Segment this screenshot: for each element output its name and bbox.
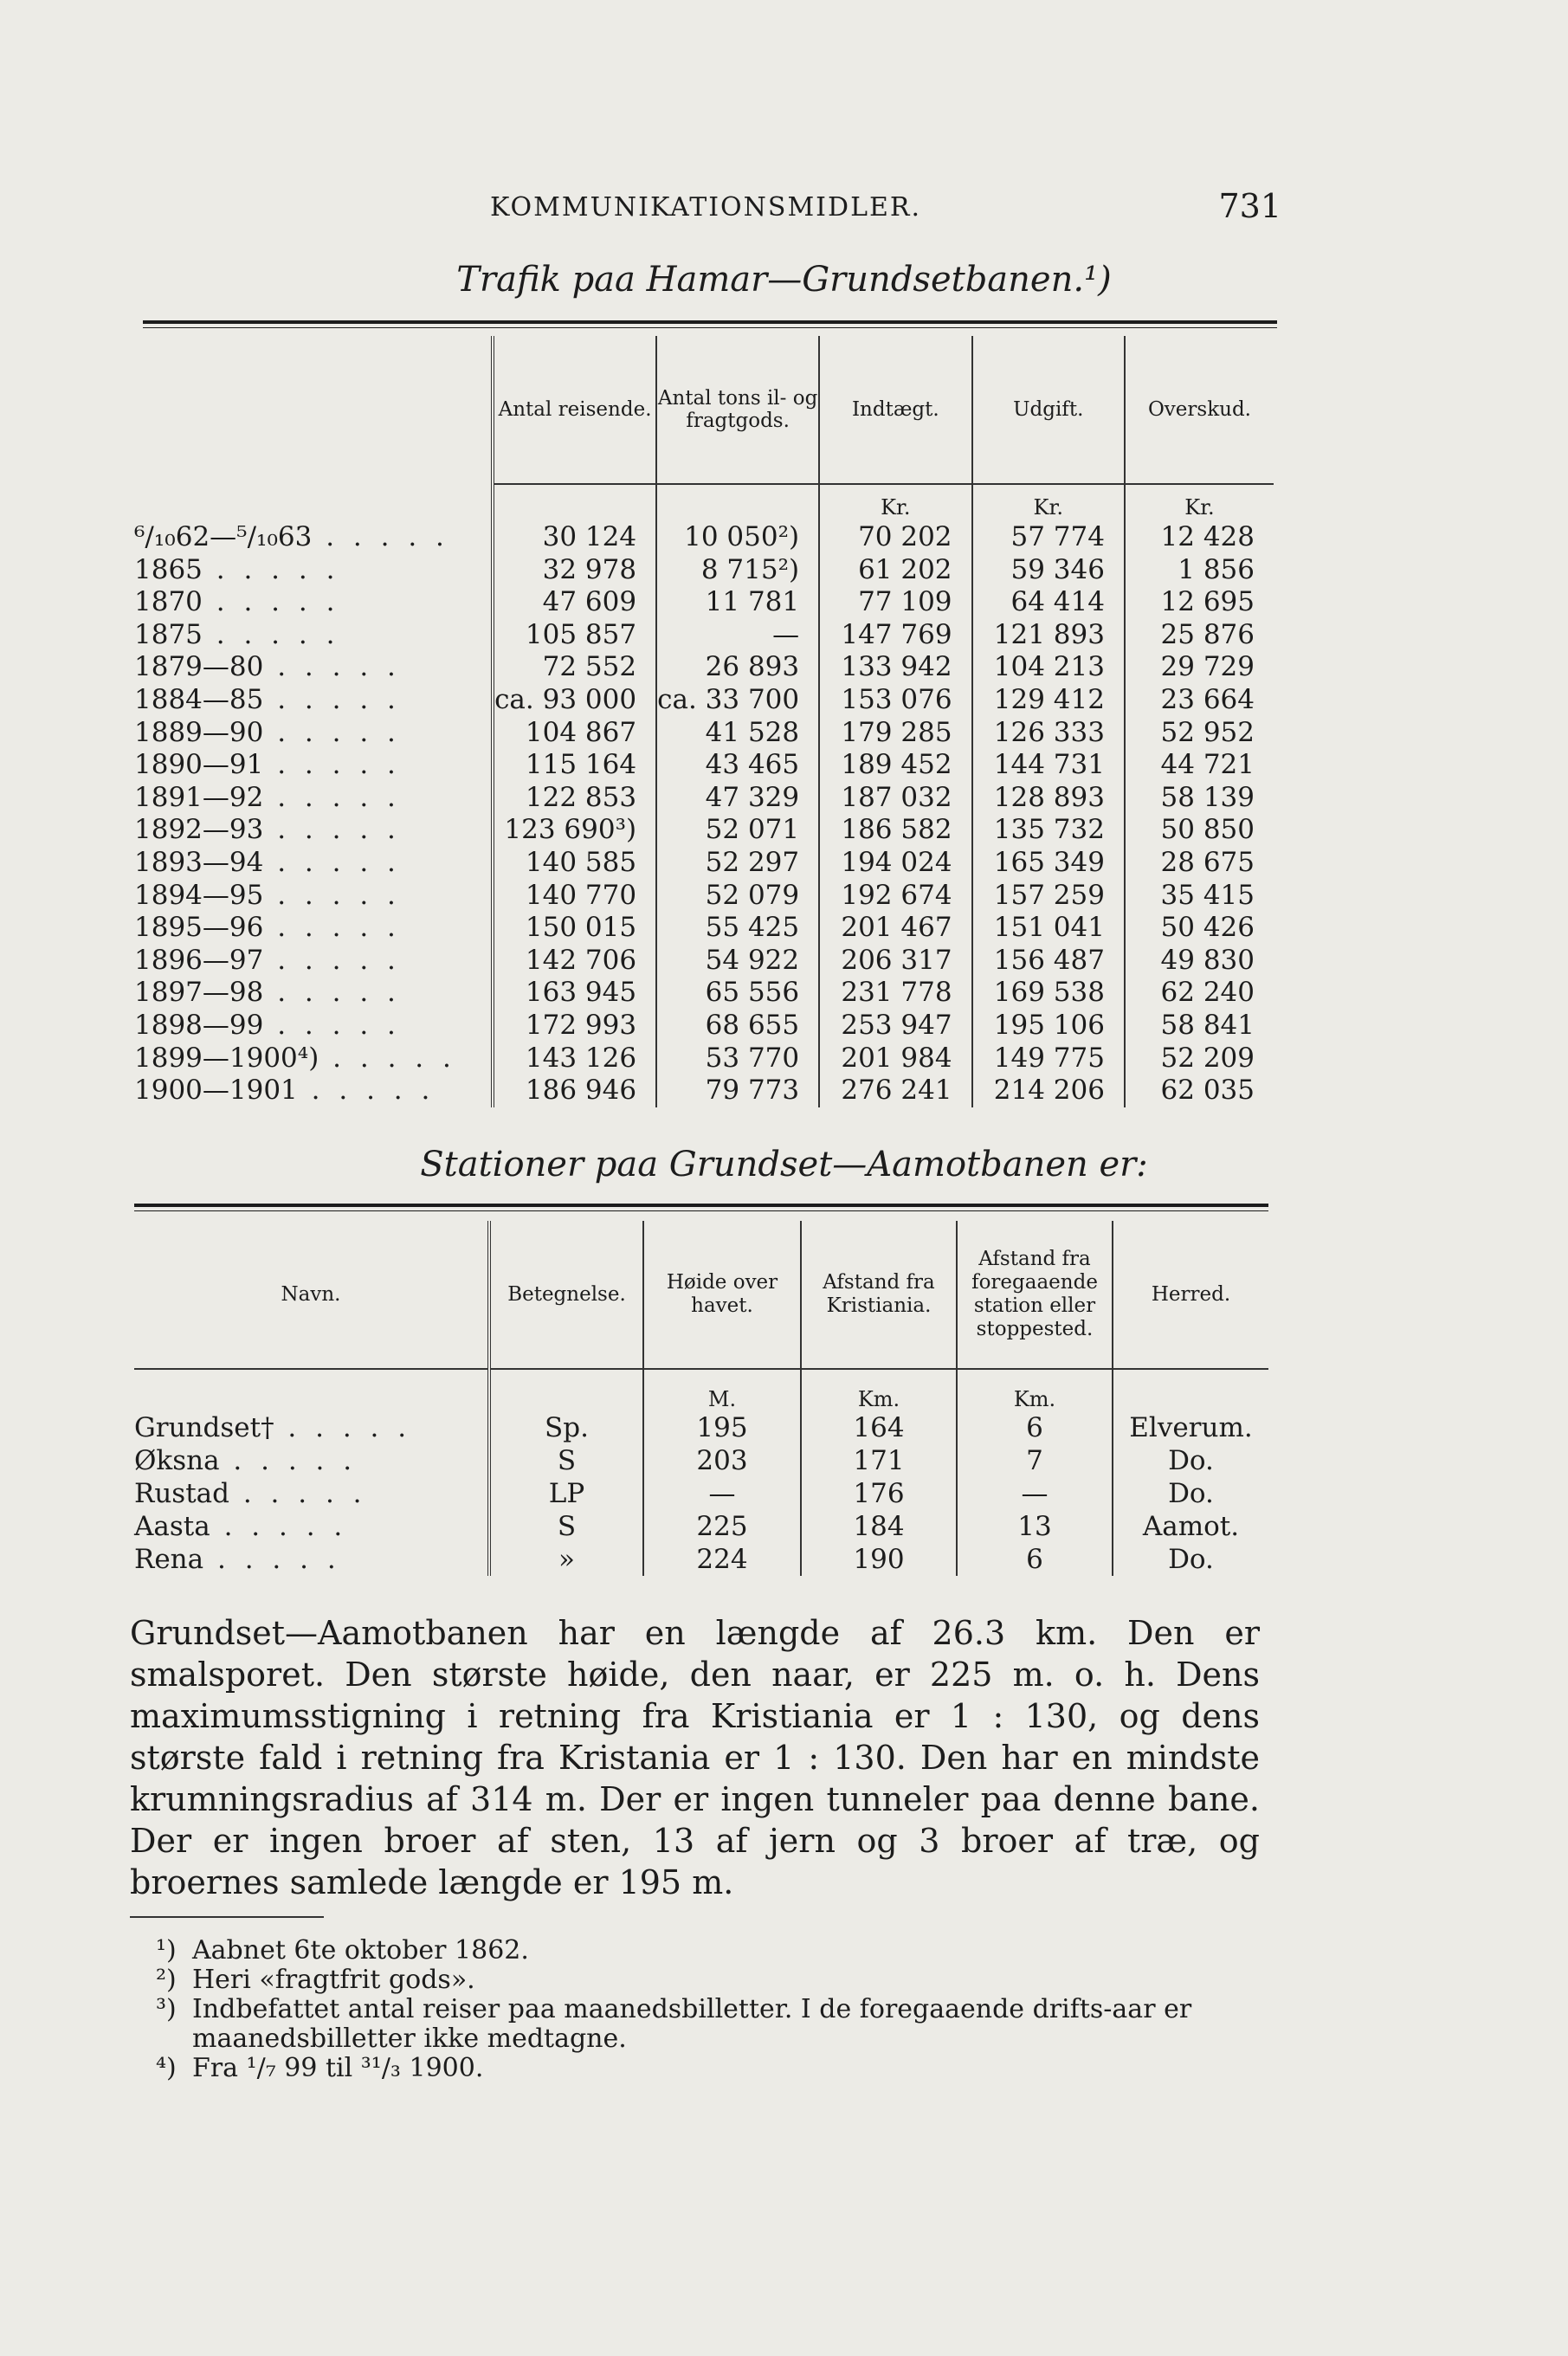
body-paragraph: Grundset—Aamotbanen har en længde af 26.3 km. Den er smalsporet. Den største høide, den naar, er 225 m. o. h. Dens maximumsstigning i retning fra Kristiania er 1 : 130, og dens største fald i retning fra Kristania er 1 : 130. Den har en mindste krumningsradius af 314 m. Der er ingen tunneler paa denne bane. Der er ingen broer af sten, 13 af jern og 3 broer af træ, og broernes samlede længde er 195 m. <box>130 1614 1260 1901</box>
leader-dots: . . . . . <box>297 1075 436 1107</box>
leader-dots: . . . . . <box>210 1511 348 1542</box>
table-cell: 195 <box>643 1411 801 1444</box>
table-cell: 77 109 <box>819 586 971 619</box>
footnote-text: Aabnet 6te oktober 1862. <box>192 1935 529 1965</box>
table-cell: Do. <box>1113 1477 1268 1510</box>
leader-dots: . . . . . <box>312 521 449 552</box>
table-cell: 206 317 <box>819 945 971 978</box>
table-cell: 104 867 <box>493 717 656 750</box>
unit-cell: Kr. <box>972 484 1125 521</box>
leader-dots: . . . . . <box>263 749 401 781</box>
footnote-mark: ¹) <box>156 1935 177 1965</box>
table-cell: 214 206 <box>972 1075 1125 1107</box>
table-cell: 47 609 <box>493 586 656 619</box>
table-cell: 224 <box>643 1543 801 1576</box>
table-row <box>134 880 1274 913</box>
table-cell: 61 202 <box>819 554 971 587</box>
footnote-text: Heri «fragtfrit gods». <box>192 1965 475 1995</box>
unit-cell: Km. <box>801 1369 957 1411</box>
table-cell: 153 076 <box>819 684 971 717</box>
row-label: 1898—99 . . . . . <box>134 1009 401 1041</box>
leader-dots: . . . . . <box>263 912 401 944</box>
table-cell: 201 984 <box>819 1042 971 1075</box>
page-number: 731 <box>1218 187 1281 225</box>
table-cell: 190 <box>801 1543 957 1576</box>
traffic-table <box>134 336 1274 1107</box>
header-afstand-kristiania: Afstand fra Kristiania. <box>801 1221 957 1369</box>
leader-dots: . . . . . <box>263 716 401 748</box>
stations-top-rule-thin <box>134 1210 1268 1211</box>
table-cell: 72 552 <box>493 651 656 684</box>
leader-dots: . . . . . <box>263 781 401 813</box>
table-cell: » <box>489 1543 643 1576</box>
row-label: 1879—80 . . . . . <box>134 651 401 683</box>
table-cell: — <box>643 1477 801 1510</box>
table-cell: 13 <box>957 1510 1113 1543</box>
footnotes <box>156 1936 1264 2083</box>
header-antal-tons: Antal tons il- og fragtgods. <box>656 336 819 484</box>
table-cell: ca. 93 000 <box>493 684 656 717</box>
table-cell: 189 452 <box>819 749 971 782</box>
table-row <box>134 717 1274 750</box>
header-betegnelse: Betegnelse. <box>489 1221 643 1369</box>
leader-dots: . . . . . <box>263 879 401 911</box>
table-cell: 26 893 <box>656 651 819 684</box>
table-cell: 169 538 <box>972 977 1125 1010</box>
table-row <box>134 847 1274 880</box>
row-label: 1896—97 . . . . . <box>134 944 401 976</box>
footnote <box>156 2054 1264 2083</box>
table-cell: 143 126 <box>493 1042 656 1075</box>
table-row <box>134 1510 1268 1543</box>
table-cell: 172 993 <box>493 1010 656 1042</box>
leader-dots: . . . . . <box>263 977 401 1009</box>
table-row <box>134 651 1274 684</box>
footnote-mark: ⁴) <box>156 2053 177 2083</box>
footnote <box>156 1965 1264 1995</box>
unit-cell: Km. <box>957 1369 1113 1411</box>
table-cell: 165 349 <box>972 847 1125 880</box>
row-label: Aasta . . . . . <box>134 1511 348 1542</box>
table-cell: 6 <box>957 1543 1113 1576</box>
row-label: 1891—92 . . . . . <box>134 781 401 813</box>
header-afstand-foregaaende: Afstand fra foregaaende station eller stoppested. <box>957 1221 1113 1369</box>
leader-dots: . . . . . <box>202 553 340 585</box>
table-cell: 70 202 <box>819 521 971 554</box>
table-cell: 47 329 <box>656 782 819 815</box>
row-label: Rena . . . . . <box>134 1544 341 1575</box>
table-cell: Do. <box>1113 1444 1268 1477</box>
header-antal-reisende: Antal reisende. <box>493 336 656 484</box>
table-cell: 6 <box>957 1411 1113 1444</box>
footnote-mark: ³) <box>156 1994 177 2024</box>
table-cell: Sp. <box>489 1411 643 1444</box>
table-row <box>134 1075 1274 1107</box>
table-cell: 201 467 <box>819 912 971 945</box>
table-cell: 150 015 <box>493 912 656 945</box>
table-cell: 52 952 <box>1125 717 1274 750</box>
traffic-header-row <box>134 336 1274 484</box>
table-cell: 104 213 <box>972 651 1125 684</box>
table-cell: ca. 33 700 <box>656 684 819 717</box>
table-cell: 35 415 <box>1125 880 1274 913</box>
row-label: Øksna . . . . . <box>134 1445 358 1476</box>
table-row <box>134 814 1274 847</box>
table-cell: 8 715²) <box>656 554 819 587</box>
stations-header-row <box>134 1221 1268 1369</box>
table-cell: 184 <box>801 1510 957 1543</box>
table-cell: 122 853 <box>493 782 656 815</box>
table-cell: 53 770 <box>656 1042 819 1075</box>
footnote <box>156 1995 1264 2054</box>
unit-cell <box>134 1369 489 1411</box>
table-cell: 186 946 <box>493 1075 656 1107</box>
table-cell: 179 285 <box>819 717 971 750</box>
table-cell: Elverum. <box>1113 1411 1268 1444</box>
row-label: Grundset† . . . . . <box>134 1412 412 1443</box>
header-herred: Herred. <box>1113 1221 1268 1369</box>
row-label: 1895—96 . . . . . <box>134 912 401 944</box>
table-cell: 128 893 <box>972 782 1125 815</box>
table-cell: 52 071 <box>656 814 819 847</box>
table-cell: 176 <box>801 1477 957 1510</box>
leader-dots: . . . . . <box>202 586 340 618</box>
table-cell: 29 729 <box>1125 651 1274 684</box>
table-cell: 253 947 <box>819 1010 971 1042</box>
table-cell: 52 079 <box>656 880 819 913</box>
table-cell: 62 035 <box>1125 1075 1274 1107</box>
row-label: 1889—90 . . . . . <box>134 716 401 748</box>
table-cell: Aamot. <box>1113 1510 1268 1543</box>
header-navn: Navn. <box>281 1282 341 1306</box>
table-cell: 140 585 <box>493 847 656 880</box>
table-cell: 135 732 <box>972 814 1125 847</box>
table-cell: 58 139 <box>1125 782 1274 815</box>
table-cell: 79 773 <box>656 1075 819 1107</box>
traffic-table-title: Trafik paa Hamar—Grundsetbanen.¹) <box>456 260 1112 300</box>
stations-unit-row <box>134 1369 1268 1411</box>
table-cell: 195 106 <box>972 1010 1125 1042</box>
table-cell: 151 041 <box>972 912 1125 945</box>
table-row <box>134 554 1274 587</box>
table-row <box>134 619 1274 652</box>
table-cell: 187 032 <box>819 782 971 815</box>
table-cell: 225 <box>643 1510 801 1543</box>
footnote-rule <box>130 1916 324 1918</box>
footnote-text: Indbefattet antal reiser paa maanedsbilletter. I de foregaaende drifts-aar er maanedsbilletter ikke medtagne. <box>192 1994 1192 2054</box>
table-cell: 147 769 <box>819 619 971 652</box>
row-label: 1894—95 . . . . . <box>134 879 401 911</box>
table-row <box>134 586 1274 619</box>
leader-dots: . . . . . <box>229 1478 367 1509</box>
table-cell: 23 664 <box>1125 684 1274 717</box>
table-cell: 121 893 <box>972 619 1125 652</box>
table-row <box>134 1543 1268 1576</box>
table-row <box>134 1444 1268 1477</box>
table-cell: 55 425 <box>656 912 819 945</box>
table-row <box>134 1042 1274 1075</box>
table-cell: — <box>656 619 819 652</box>
stations-top-rule <box>134 1204 1268 1207</box>
unit-cell <box>1113 1369 1268 1411</box>
table-cell: 194 024 <box>819 847 971 880</box>
unit-cell: Kr. <box>1125 484 1274 521</box>
table-cell: 64 414 <box>972 586 1125 619</box>
table-cell: 50 426 <box>1125 912 1274 945</box>
table-cell: 12 428 <box>1125 521 1274 554</box>
table-cell: 12 695 <box>1125 586 1274 619</box>
row-label: 1897—98 . . . . . <box>134 977 401 1009</box>
table-cell: — <box>957 1477 1113 1510</box>
leader-dots: . . . . . <box>202 618 340 650</box>
header-overskud: Overskud. <box>1125 336 1274 484</box>
row-label: 1900—1901 . . . . . <box>134 1075 436 1107</box>
table-cell: 163 945 <box>493 977 656 1010</box>
table-cell: 52 209 <box>1125 1042 1274 1075</box>
table-cell: 149 775 <box>972 1042 1125 1075</box>
footnote <box>156 1936 1264 1965</box>
row-label: Rustad . . . . . <box>134 1478 367 1509</box>
leader-dots: . . . . . <box>319 1042 456 1074</box>
row-label: 1893—94 . . . . . <box>134 846 401 878</box>
table-cell: 28 675 <box>1125 847 1274 880</box>
row-label: 1890—91 . . . . . <box>134 749 401 781</box>
leader-dots: . . . . . <box>263 651 401 683</box>
table-cell: 105 857 <box>493 619 656 652</box>
table-row <box>134 1010 1274 1042</box>
leader-dots: . . . . . <box>263 1009 401 1041</box>
traffic-header-blank <box>134 336 493 484</box>
table-cell: 115 164 <box>493 749 656 782</box>
table-cell: 164 <box>801 1411 957 1444</box>
table-cell: 142 706 <box>493 945 656 978</box>
header-hoide: Høide over havet. <box>643 1221 801 1369</box>
table-cell: 50 850 <box>1125 814 1274 847</box>
leader-dots: . . . . . <box>274 1412 412 1443</box>
table-cell: 41 528 <box>656 717 819 750</box>
unit-cell: Kr. <box>819 484 971 521</box>
table-cell: 49 830 <box>1125 945 1274 978</box>
table-cell: 126 333 <box>972 717 1125 750</box>
table-cell: 133 942 <box>819 651 971 684</box>
table-cell: 43 465 <box>656 749 819 782</box>
table-cell: 276 241 <box>819 1075 971 1107</box>
table-row <box>134 1411 1268 1444</box>
table-cell: 62 240 <box>1125 977 1274 1010</box>
table-cell: 7 <box>957 1444 1113 1477</box>
table-cell: LP <box>489 1477 643 1510</box>
table-cell: 144 731 <box>972 749 1125 782</box>
stations-table-title: Stationer paa Grundset—Aamotbanen er: <box>420 1145 1148 1184</box>
table-cell: 123 690³) <box>493 814 656 847</box>
leader-dots: . . . . . <box>263 814 401 846</box>
table-cell: 59 346 <box>972 554 1125 587</box>
unit-cell <box>489 1369 643 1411</box>
table-cell: 10 050²) <box>656 521 819 554</box>
row-label: 1899—1900⁴) . . . . . <box>134 1042 456 1074</box>
leader-dots: . . . . . <box>263 944 401 976</box>
table-cell: 186 582 <box>819 814 971 847</box>
footnote-text: Fra ¹/₇ 99 til ³¹/₃ 1900. <box>192 2053 484 2083</box>
row-label: 1865 . . . . . <box>134 553 340 585</box>
header-udgift: Udgift. <box>972 336 1125 484</box>
leader-dots: . . . . . <box>219 1445 358 1476</box>
table-cell: 65 556 <box>656 977 819 1010</box>
table-row <box>134 684 1274 717</box>
header-indtaegt: Indtægt. <box>819 336 971 484</box>
table-cell: 68 655 <box>656 1010 819 1042</box>
stations-table <box>134 1221 1268 1576</box>
running-title: KOMMUNIKATIONSMIDLER. <box>489 192 922 223</box>
table-cell: 32 978 <box>493 554 656 587</box>
table-row <box>134 912 1274 945</box>
table-row <box>134 977 1274 1010</box>
unit-cell <box>493 484 656 521</box>
table-cell: 58 841 <box>1125 1010 1274 1042</box>
traffic-top-rule <box>143 320 1277 324</box>
leader-dots: . . . . . <box>203 1544 341 1575</box>
table-cell: 11 781 <box>656 586 819 619</box>
row-label: ⁶/₁₀62—⁵/₁₀63 . . . . . <box>134 521 449 552</box>
leader-dots: . . . . . <box>263 846 401 878</box>
table-cell: Do. <box>1113 1543 1268 1576</box>
table-cell: 54 922 <box>656 945 819 978</box>
table-cell: 140 770 <box>493 880 656 913</box>
leader-dots: . . . . . <box>263 683 401 715</box>
row-label: 1875 . . . . . <box>134 618 340 650</box>
table-cell: 192 674 <box>819 880 971 913</box>
table-row <box>134 521 1274 554</box>
table-row <box>134 782 1274 815</box>
table-row <box>134 945 1274 978</box>
table-cell: 171 <box>801 1444 957 1477</box>
row-label: 1892—93 . . . . . <box>134 814 401 846</box>
table-cell: S <box>489 1444 643 1477</box>
table-row <box>134 1477 1268 1510</box>
row-label: 1870 . . . . . <box>134 586 340 618</box>
table-cell: S <box>489 1510 643 1543</box>
table-cell: 52 297 <box>656 847 819 880</box>
table-cell: 25 876 <box>1125 619 1274 652</box>
traffic-unit-row <box>134 484 1274 521</box>
table-cell: 156 487 <box>972 945 1125 978</box>
table-cell: 231 778 <box>819 977 971 1010</box>
unit-cell <box>656 484 819 521</box>
table-cell: 203 <box>643 1444 801 1477</box>
table-cell: 57 774 <box>972 521 1125 554</box>
table-cell: 1 856 <box>1125 554 1274 587</box>
row-label: 1884—85 . . . . . <box>134 683 401 715</box>
table-cell: 44 721 <box>1125 749 1274 782</box>
page-header <box>130 187 1281 236</box>
table-cell: 157 259 <box>972 880 1125 913</box>
footnote-mark: ²) <box>156 1965 177 1995</box>
table-cell: 129 412 <box>972 684 1125 717</box>
table-row <box>134 749 1274 782</box>
traffic-top-rule-thin <box>143 327 1277 328</box>
unit-cell: M. <box>643 1369 801 1411</box>
table-cell: 30 124 <box>493 521 656 554</box>
